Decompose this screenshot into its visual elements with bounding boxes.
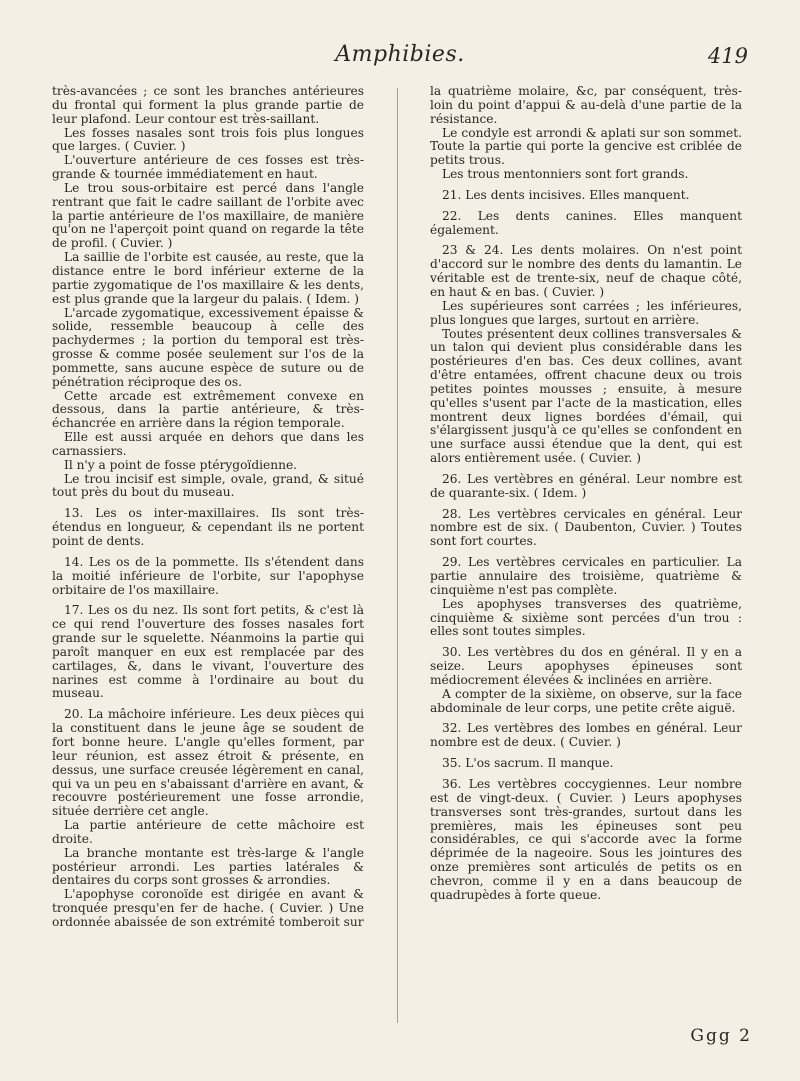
paragraph: Les supérieures sont carrées ; les inférieures, plus longues que larges, surtout en arrière. xyxy=(430,298,742,327)
paragraph: 23 & 24. Les dents molaires. On n'est point d'accord sur le nombre des dents du lamantin. Le véritable est de trente-six, neuf de chaque côté, en haut & en bas. ( Cuvier. ) xyxy=(430,243,742,299)
paragraph: 29. Les vertèbres cervicales en particulier. La partie annulaire des troisième, quatrième & cinquième n'est pas complète. xyxy=(430,555,742,597)
paragraph: 28. Les vertèbres cervicales en général. Leur nombre est de six. ( Daubenton, Cuvier. ) Toutes sont fort courtes. xyxy=(430,506,742,549)
running-head xyxy=(0,40,800,80)
paragraph: 17. Les os du nez. Ils sont fort petits, & c'est là ce qui rend l'ouverture des fosses nasales fort grande sur le squelette. Néanmoins la partie qui paroît manquer en eux est remplacée par des cartilages, &, dans le vivant, l'ouverture des narines est comme à l'ordinaire au bout du museau. xyxy=(52,603,364,701)
paragraph: La branche montante est très-large & l'angle postérieur arrondi. Les parties latérales & dentaires du corps sont grosses & arrondies. xyxy=(52,845,364,888)
paragraph: Il n'y a point de fosse ptérygoïdienne. xyxy=(64,457,298,472)
paragraph: 13. Les os inter-maxillaires. Ils sont très-étendus en longueur, & cependant ils ne portent point de dents. xyxy=(52,506,364,548)
paragraph: A compter de la sixième, on observe, sur la face abdominale de leur corps, une petite crête aiguë. xyxy=(430,686,742,715)
paragraph: la quatrième molaire, &c, par conséquent, très-loin du point d'appui & au-delà d'une partie de la résistance. xyxy=(430,84,742,126)
paragraph: 14. Les os de la pommette. Ils s'étendent dans la moitié inférieure de l'orbite, sur l'apophyse orbitaire de l'os maxillaire. xyxy=(52,554,364,597)
paragraph: 21. Les dents incisives. Elles manquent. xyxy=(442,187,690,202)
right-column xyxy=(430,85,742,903)
paragraph: Le trou incisif est simple, ovale, grand, & situé tout près du bout du museau. xyxy=(52,471,364,500)
running-title: Amphibies. xyxy=(335,42,465,67)
paragraph: Les fosses nasales sont trois fois plus longues que larges. ( Cuvier. ) xyxy=(52,125,364,154)
paragraph: 26. Les vertèbres en général. Leur nombre est de quarante-six. ( Idem. ) xyxy=(430,471,742,500)
paragraph: Cette arcade est extrêmement convexe en dessous, dans la partie antérieure, & très-échancrée en arrière dans la région temporale. xyxy=(52,388,364,431)
paragraph: La partie antérieure de cette mâchoire est droite. xyxy=(52,818,364,846)
paragraph: 22. Les dents canines. Elles manquent également. xyxy=(430,208,742,237)
paragraph: L'apophyse coronoïde est dirigée en avant & tronquée presqu'en fer de hache. ( Cuvier. ) Une ordonnée abaissée de son extrémité tomberoit sur xyxy=(52,887,364,929)
paragraph: L'arcade zygomatique, excessivement épaisse & solide, ressemble beaucoup à celle des pachydermes ; la portion du temporal est très-grosse & comme posée seulement sur l'os de la pommette, sans aucune espèce de suture ou de pénétration réciproque des os. xyxy=(52,305,364,389)
paragraph: Le trou sous-orbitaire est percé dans l'angle rentrant que fait le cadre saillant de l'orbite avec la partie antérieure de l'os maxillaire, de manière qu'on ne l'aperçoit point quand on regarde la tête de profil. ( Cuvier. ) xyxy=(52,180,364,251)
column-divider xyxy=(397,88,398,1023)
paragraph: 36. Les vertèbres coccygiennes. Leur nombre est de vingt-deux. ( Cuvier. ) Leurs apophyses transverses sont très-grandes, surtout dans les premières, mais les épineuses sont peu considérables, ce qui s'accorde avec la forme déprimée de la nageoire. Sous les jointures des onze premières sont articulés de petits os en chevron, comme il y en a dans beaucoup de quadrupèdes à forte queue. xyxy=(430,776,742,902)
paragraph: 30. Les vertèbres du dos en général. Il y en a seize. Leurs apophyses épineuses sont médiocrement élevées & inclinées en arrière. xyxy=(430,645,742,687)
signature-mark: Ggg 2 xyxy=(690,1026,752,1046)
paragraph: Toutes présentent deux collines transversales & un talon qui devient plus considérable dans les postérieures d'en bas. Ces deux collines, avant d'être entamées, offrent chacune deux ou trois petites pointes mousses ; ensuite, à mesure qu'elles s'usent par l'acte de la mastication, elles montrent deux lignes bordées d'émail, qui s'élargissent jusqu'à ce qu'elles se confondent en une surface aussi étendue que la dent, qui est alors entièrement usée. ( Cuvier. ) xyxy=(430,326,742,466)
paragraph: Elle est aussi arquée en dehors que dans les carnassiers. xyxy=(52,430,364,458)
paragraph: L'ouverture antérieure de ces fosses est très-grande & tournée immédiatement en haut. xyxy=(52,153,364,182)
left-column xyxy=(52,85,364,930)
paragraph: 20. La mâchoire inférieure. Les deux pièces qui la constituent dans le jeune âge se soudent de fort bonne heure. L'angle qu'elles forment, par leur réunion, est assez étroit & présente, en dessus, une surface creusée légèrement en canal, qui va un peu en s'abaissant d'arrière en avant, & recouvre postérieurement une fosse arrondie, située derrière cet angle. xyxy=(52,707,364,819)
paragraph: La saillie de l'orbite est causée, au reste, que la distance entre le bord inférieur externe de la partie zygomatique de l'os maxillaire & les dents, est plus grande que la largeur du palais. ( Idem. ) xyxy=(52,250,364,306)
page-number: 419 xyxy=(707,44,748,68)
paragraph: 32. Les vertèbres des lombes en général. Leur nombre est de deux. ( Cuvier. ) xyxy=(430,721,742,750)
paragraph: très-avancées ; ce sont les branches antérieures du frontal qui forment la plus grande partie de leur plafond. Leur contour est très-saillant. xyxy=(52,84,364,126)
paragraph: 35. L'os sacrum. Il manque. xyxy=(442,756,614,771)
paragraph: Le condyle est arrondi & aplati sur son sommet. Toute la partie qui porte la gencive est criblée de petits trous. xyxy=(430,125,742,168)
paragraph: Les apophyses transverses des quatrième, cinquième & sixième sont percées d'un trou : elles sont toutes simples. xyxy=(430,596,742,639)
paragraph: Les trous mentonniers sont fort grands. xyxy=(442,167,689,182)
